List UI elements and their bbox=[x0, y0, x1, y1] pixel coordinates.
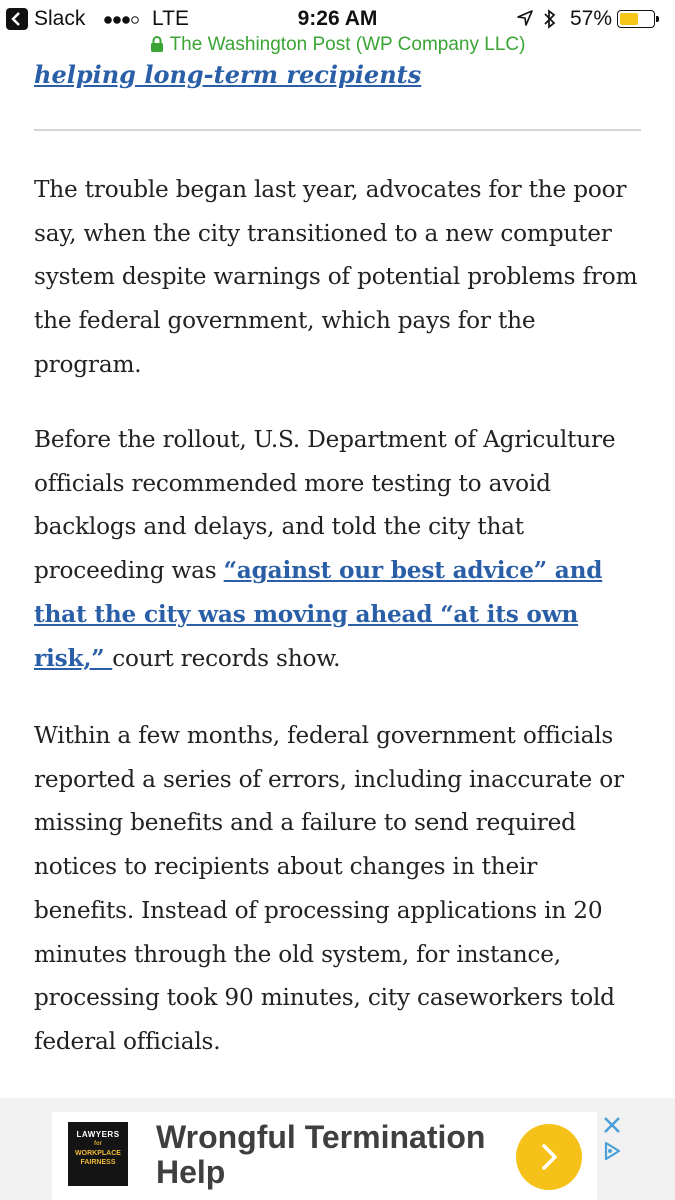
location-arrow-icon bbox=[516, 9, 534, 27]
close-icon[interactable] bbox=[601, 1114, 623, 1136]
paragraph-2-text: Before the rollout, U.S. Department of Agriculture officials recommended more testing to avoid backlogs and delays, and told the city that proceeding was bbox=[34, 426, 616, 585]
related-article-link[interactable]: helping long-term recipients bbox=[34, 60, 422, 89]
divider bbox=[34, 129, 641, 131]
ad-card[interactable] bbox=[52, 1112, 597, 1200]
ad-open-button[interactable] bbox=[516, 1124, 582, 1190]
ad-headline[interactable]: Wrongful Termination Help bbox=[156, 1119, 486, 1190]
battery-icon bbox=[617, 10, 655, 28]
lock-icon bbox=[150, 36, 164, 52]
clock: 9:26 AM bbox=[297, 7, 378, 30]
ad-banner[interactable] bbox=[0, 1098, 675, 1200]
adchoices-icon[interactable] bbox=[601, 1140, 623, 1162]
paragraph-3: Within a few months, federal government officials reported a series of errors, including inaccurate or missing benefits and a failure to send required notices to recipients about changes in their benefits. Instead of processing applications in 20 minutes through the old system, for instance, processing took 90 minutes, city caseworkers told federal officials. bbox=[34, 722, 624, 1055]
paragraph-2 bbox=[34, 418, 644, 680]
logo-line-2: for bbox=[94, 1141, 102, 1147]
back-to-app-label[interactable]: Slack bbox=[34, 7, 86, 30]
battery-percent: 57% bbox=[570, 7, 613, 30]
advertiser-logo bbox=[68, 1122, 128, 1186]
bluetooth-icon bbox=[542, 8, 558, 30]
network-type: LTE bbox=[152, 7, 189, 30]
site-name: The Washington Post (WP Company LLC) bbox=[169, 34, 526, 55]
court-records-link[interactable]: “against our best advice” and that the city was moving ahead “at its own risk,” bbox=[34, 557, 603, 672]
logo-line-3: WORKPLACE FAIRNESS bbox=[75, 1150, 121, 1166]
paragraph-1: The trouble began last year, advocates for the poor say, when the city transitioned to a new computer system despite warnings of potential problems from the federal government, which pays for the program. bbox=[34, 176, 638, 378]
logo-line-1: LAWYERS bbox=[76, 1130, 120, 1139]
chevron-right-icon bbox=[516, 1124, 582, 1190]
paragraph-2-tail: court records show. bbox=[112, 644, 341, 672]
